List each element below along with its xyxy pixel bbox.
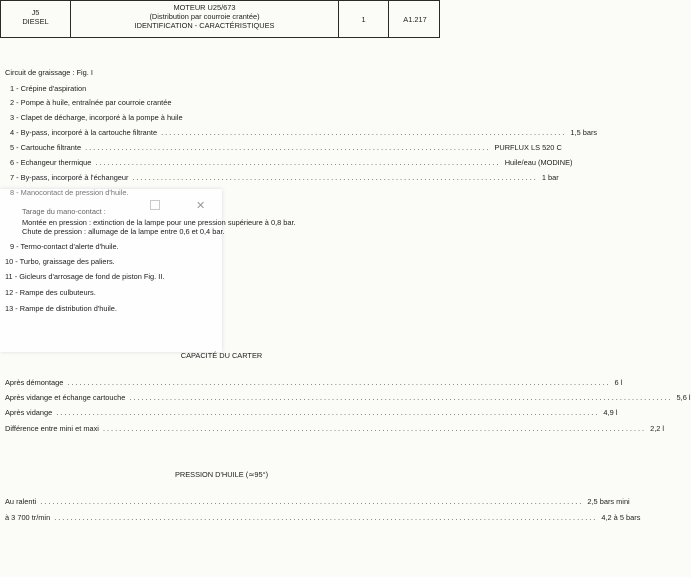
circuit-item-11: 11 - Gicleurs d'arrosage de fond de piston Fig. II. (5, 272, 165, 281)
circuit-item-4-value: 1,5 bars (570, 128, 598, 137)
header-table (0, 0, 440, 38)
capacite-row-value: 6 l (614, 378, 623, 387)
pression-row (5, 513, 641, 522)
capacite-row-label: Différence entre mini et maxi (5, 424, 99, 433)
circuit-item-7 (10, 173, 559, 182)
capacite-row-label: Après vidange (5, 408, 53, 417)
capacite-row-value: 4,9 l (603, 408, 618, 417)
circuit-item-4 (10, 128, 598, 137)
leader-dots: ...................................................................................................................................... (56, 408, 600, 417)
pression-row-label: à 3 700 tr/min (5, 513, 51, 522)
capacite-title: CAPACITÉ DU CARTER (180, 351, 263, 360)
tarage-title: Tarage du mano-contact : (22, 207, 106, 216)
title-line-1: MOTEUR U25/673 (173, 3, 236, 12)
circuit-item-5 (10, 143, 562, 152)
leader-dots: ...................................................................................................................................... (129, 393, 673, 402)
panel-handle[interactable] (150, 200, 160, 210)
leader-dots: ...................................................................................................................................... (102, 424, 647, 433)
circuit-item-7-label: 7 - By-pass, incorporé à l'échangeur (10, 173, 129, 182)
capacite-row-label: Après démontage (5, 378, 64, 387)
leader-dots: .................................................................................................... (161, 128, 567, 137)
circuit-item-10: 10 - Turbo, graissage des paliers. (5, 257, 115, 266)
circuit-item-6 (10, 158, 573, 167)
capacite-row-value: 2,2 l (650, 424, 665, 433)
circuit-item-2: 2 - Pompe à huile, entraînée par courroie crantée (10, 98, 172, 107)
page-number: 1 (339, 1, 389, 37)
circuit-item-5-label: 5 - Cartouche filtrante (10, 143, 82, 152)
circuit-item-1: 1 - Crépine d'aspiration (10, 84, 87, 93)
capacite-row (5, 393, 691, 402)
circuit-item-6-label: 6 - Echangeur thermique (10, 158, 92, 167)
capacite-row (5, 424, 665, 433)
pression-row-value: 4,2 à 5 bars (601, 513, 641, 522)
tarage-line-1: Montée en pression : extinction de la lampe pour une pression supérieure à 0,8 bar. (22, 218, 296, 227)
leader-dots: ...................................................................................................................................... (40, 497, 584, 506)
leader-dots: .................................................................................................... (132, 173, 538, 182)
circuit-item-6-value: Huile/eau (MODINE) (504, 158, 573, 167)
title-line-3: IDENTIFICATION - CARACTÉRISTIQUES (134, 21, 275, 30)
capacite-row (5, 378, 623, 387)
circuit-item-3: 3 - Clapet de décharge, incorporé à la pompe à huile (10, 113, 183, 122)
reference-code: A1.217 (403, 15, 427, 24)
capacite-row-value: 5,6 l (676, 393, 691, 402)
engine-cell (1, 1, 71, 37)
circuit-item-12: 12 - Rampe des culbuteurs. (5, 288, 96, 297)
leader-dots: ...................................................................................................................................... (54, 513, 598, 522)
leader-dots: .................................................................................................... (85, 143, 491, 152)
capacite-row-label: Après vidange et échange cartouche (5, 393, 126, 402)
circuit-item-5-value: PURFLUX LS 520 C (494, 143, 562, 152)
pression-row (5, 497, 630, 506)
circuit-item-9: 9 - Termo-contact d'alerte d'huile. (10, 242, 119, 251)
circuit-item-4-label: 4 - By-pass, incorporé à la cartouche filtrante (10, 128, 158, 137)
pression-title: PRESSION D'HUILE (≃95°) (174, 470, 269, 479)
capacite-row (5, 408, 618, 417)
title-cell (71, 1, 339, 37)
leader-dots: ...................................................................................................................................... (67, 378, 611, 387)
title-line-2: (Distribution par courroie crantée) (149, 12, 260, 21)
engine-code: J5 (31, 8, 40, 17)
engine-type: DIESEL (22, 17, 49, 26)
circuit-item-8: 8 - Manocontact de pression d'huile. (10, 188, 129, 197)
leader-dots: .................................................................................................... (95, 158, 501, 167)
circuit-heading: Circuit de graissage : Fig. I (5, 68, 93, 77)
close-icon[interactable]: ✕ (196, 200, 206, 212)
circuit-item-7-value: 1 bar (541, 173, 559, 182)
pression-row-label: Au ralenti (5, 497, 37, 506)
tarage-line-2: Chute de pression : allumage de la lampe entre 0,6 et 0,4 bar. (22, 227, 225, 236)
circuit-item-13: 13 - Rampe de distribution d'huile. (5, 304, 117, 313)
pression-row-value: 2,5 bars mini (587, 497, 630, 506)
